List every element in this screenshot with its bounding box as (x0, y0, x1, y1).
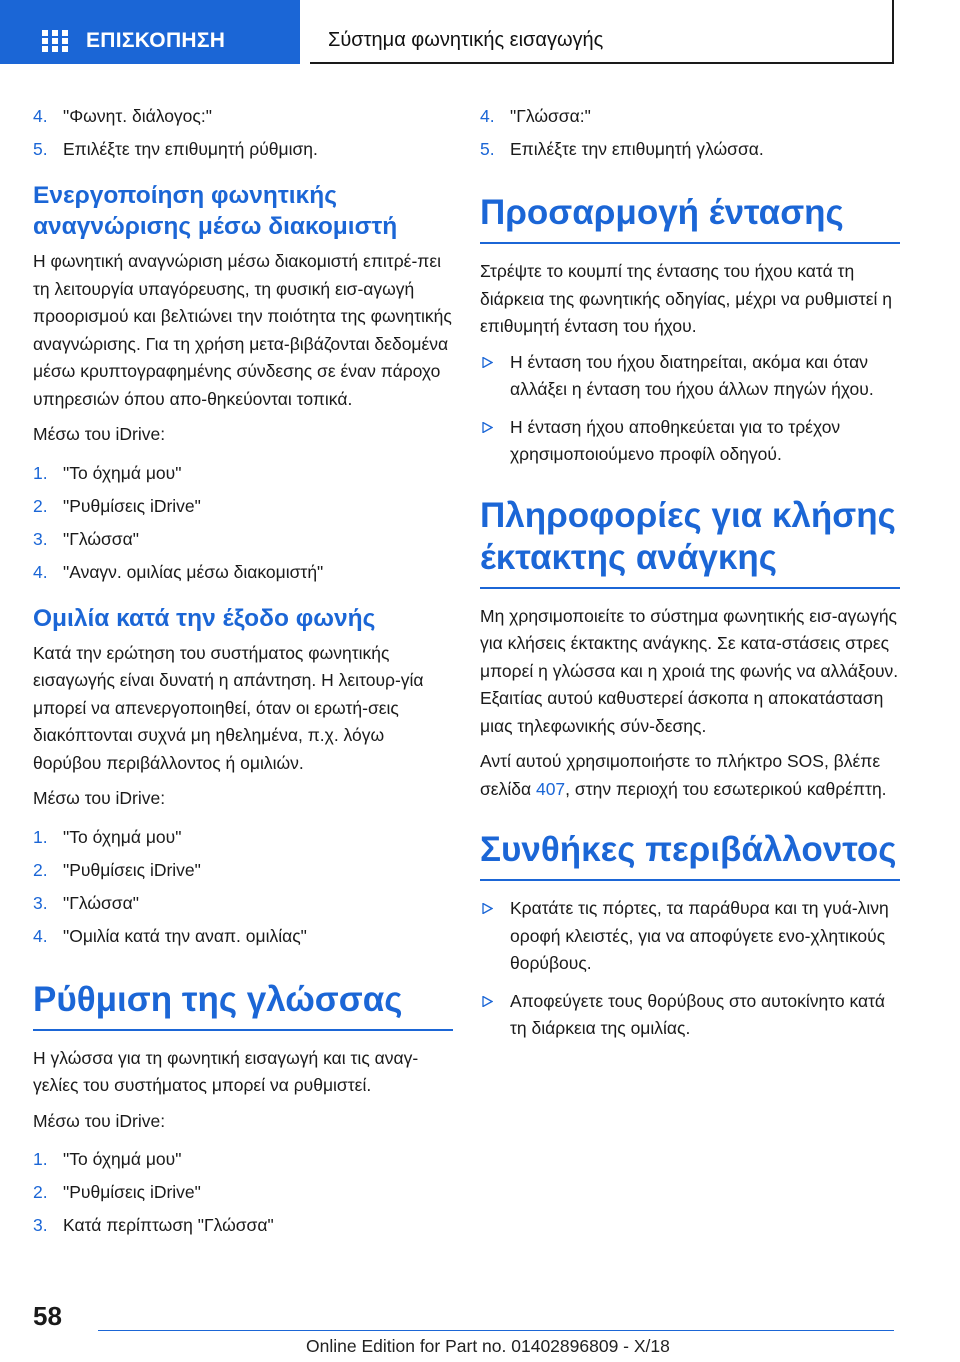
triangle-right-icon (482, 357, 493, 368)
steps-list (33, 457, 453, 589)
step-number: 3. (33, 892, 48, 913)
heading-ambient-conditions: Συνθήκες περιβάλλοντος (480, 829, 900, 881)
step-text: "Το όχημά μου" (63, 462, 182, 483)
bullet-list (480, 895, 900, 1043)
section-breadcrumb[interactable] (310, 0, 894, 64)
triangle-right-icon (482, 996, 493, 1007)
right-column (480, 100, 900, 1055)
page-header (0, 0, 960, 66)
paragraph-speech-output: Κατά την ερώτηση του συστήματος φωνητικής εισαγωγής είναι δυνατή η απάντηση. Η λειτουρ-γία μπορεί να απενεργοποιηθεί, όταν οι ερωτή-σεις διακόπτονται συχνά μη ηθελημένα, π.χ. λόγω θορύβου περιβάλλοντος ή ομιλιών. (33, 642, 424, 773)
step-number: 2. (33, 495, 48, 516)
list-item (33, 133, 453, 166)
section-title: Σύστημα φωνητικής εισαγωγής (328, 29, 604, 51)
list-item (33, 457, 453, 490)
sos-text-before: Αντί αυτού χρησιμοποιήστε το πλήκτρο SOS, βλέπε σελίδα (480, 751, 881, 799)
step-number: 4. (33, 561, 48, 582)
list-item (33, 920, 453, 953)
list-item (33, 556, 453, 589)
page-reference-link[interactable]: 407 (535, 778, 566, 799)
heading-server-recognition: Ενεργοποίηση φωνητικής αναγνώρισης μέσω διακομιστή (33, 182, 398, 240)
step-text: "Γλώσσα:" (510, 106, 591, 126)
via-idrive-label: Μέσω του iDrive: (33, 1110, 166, 1131)
grid-icon (42, 30, 68, 52)
step-text: "Το όχημά μου" (63, 1149, 182, 1169)
list-item (33, 1143, 453, 1176)
paragraph-language-setting: Η γλώσσα για τη φωνητική εισαγωγή και τις αναγ-γελίες του συστήματος μπορεί να ρυθμιστεί. (33, 1047, 419, 1095)
step-text: "Ομιλία κατά την αναπ. ομιλίας" (63, 925, 307, 946)
paragraph-volume: Στρέψτε το κουμπί της έντασης του ήχου κατά τη διάρκεια της φωνητικής οδηγίας, μέχρι να ρυθμιστεί η επιθυμητή ένταση του ήχου. (480, 261, 892, 336)
bullet-text: Κρατάτε τις πόρτες, τα παράθυρα και τη γυά-λινη οροφή κλειστές, για να αποφύγετε ενο-χλητικούς θορύβους. (510, 898, 889, 973)
step-number: 3. (33, 528, 48, 549)
via-idrive-label: Μέσω του iDrive: (33, 788, 166, 808)
triangle-right-icon (482, 422, 493, 433)
step-text: "Ρυθμίσεις iDrive" (63, 1182, 201, 1202)
step-text: "Ρυθμίσεις iDrive" (63, 495, 201, 516)
edition-note: Online Edition for Part no. 01402896809 - X/18 (306, 1336, 670, 1356)
footer-divider (98, 1330, 894, 1331)
list-item (480, 895, 900, 978)
steps-list (33, 1143, 453, 1242)
steps-list (480, 100, 900, 166)
step-number: 4. (480, 106, 495, 126)
list-item (33, 887, 453, 920)
list-item (480, 133, 900, 166)
step-text: "Γλώσσα" (63, 528, 139, 549)
step-text: Επιλέξτε την επιθυμητή ρύθμιση. (63, 139, 318, 159)
step-number: 1. (33, 826, 48, 847)
step-number: 4. (33, 106, 48, 126)
bullet-text: Αποφεύγετε τους θορύβους στο αυτοκίνητο κατά τη διάρκεια της ομιλίας. (510, 990, 885, 1038)
steps-list (33, 821, 453, 953)
left-column (33, 100, 453, 1254)
heading-speech-output: Ομιλία κατά την έξοδο φωνής (33, 604, 376, 632)
sos-text-after: , στην περιοχή του εσωτερικού καθρέπτη. (565, 778, 887, 799)
list-item (480, 988, 900, 1043)
step-text: Επιλέξτε την επιθυμητή γλώσσα. (510, 139, 764, 159)
list-item (33, 100, 453, 133)
heading-emergency-calls: Πληροφορίες για κλήσης έκτακτης ανάγκης (480, 495, 900, 589)
steps-list (33, 100, 453, 166)
step-number: 5. (33, 139, 48, 159)
list-item (480, 100, 900, 133)
step-text: Κατά περίπτωση "Γλώσσα" (63, 1215, 274, 1235)
step-number: 5. (480, 139, 495, 159)
bullet-text: Η ένταση του ήχου διατηρείται, ακόμα και όταν αλλάξει η ένταση του ήχου άλλων πηγών ήχου. (510, 351, 874, 399)
list-item (33, 1209, 453, 1242)
step-text: "Ρυθμίσεις iDrive" (63, 859, 201, 880)
list-item (33, 523, 453, 556)
overview-label: ΕΠΙΣΚΟΠΗΣΗ (86, 29, 226, 52)
heading-volume-adjustment: Προσαρμογή έντασης (480, 192, 900, 244)
list-item (480, 349, 900, 404)
step-number: 1. (33, 462, 48, 483)
list-item (33, 854, 453, 887)
list-item (33, 1176, 453, 1209)
list-item (33, 821, 453, 854)
heading-language-setting: Ρύθμιση της γλώσσας (33, 979, 453, 1031)
via-idrive-label: Μέσω του iDrive: (33, 424, 166, 444)
triangle-right-icon (482, 903, 493, 914)
step-number: 1. (33, 1149, 48, 1169)
step-text: "Φωνητ. διάλογος:" (63, 106, 212, 126)
step-number: 2. (33, 1182, 48, 1202)
page-number: 58 (33, 1301, 62, 1331)
bullet-list (480, 349, 900, 469)
bullet-text: Η ένταση ήχου αποθηκεύεται για το τρέχον χρησιμοποιούμενο προφίλ οδηγού. (510, 416, 841, 464)
paragraph-emergency: Μη χρησιμοποιείτε το σύστημα φωνητικής εισ-αγωγής για κλήσεις έκτακτης ανάγκης. Σε κατα-στάσεις στρες μπορεί η γλώσσα και η χροιά της φωνής να αλλάξουν. Εξαιτίας αυτού καθυστερεί άσκοπα η αποκατάσταση μιας τηλεφωνικής σύν-δεσης. (480, 605, 899, 736)
step-text: "Γλώσσα" (63, 892, 139, 913)
paragraph-sos (480, 748, 900, 803)
step-number: 2. (33, 859, 48, 880)
step-text: "Αναγν. ομιλίας μέσω διακομιστή" (63, 561, 324, 582)
list-item (33, 490, 453, 523)
list-item (480, 414, 900, 469)
step-number: 3. (33, 1215, 48, 1235)
step-text: "Το όχημά μου" (63, 826, 182, 847)
overview-nav-button[interactable] (0, 0, 300, 64)
paragraph-server-recognition: Η φωνητική αναγνώριση μέσω διακομιστή επιτρέ-πει τη λειτουργία υπαγόρευσης, τη φυσική εισ-αγωγή προορισμού και βελτιώνει την ποιότητα της φωνητικής αναγνώρισης. Για τη χρήση μετα-βιβάζονται δεδομένα μέσω κρυπτογραφημένης σύνδεσης σε έναν πάροχο υπηρεσιών όπου απο-θηκεύονται τοπικά. (33, 251, 452, 409)
step-number: 4. (33, 925, 48, 946)
